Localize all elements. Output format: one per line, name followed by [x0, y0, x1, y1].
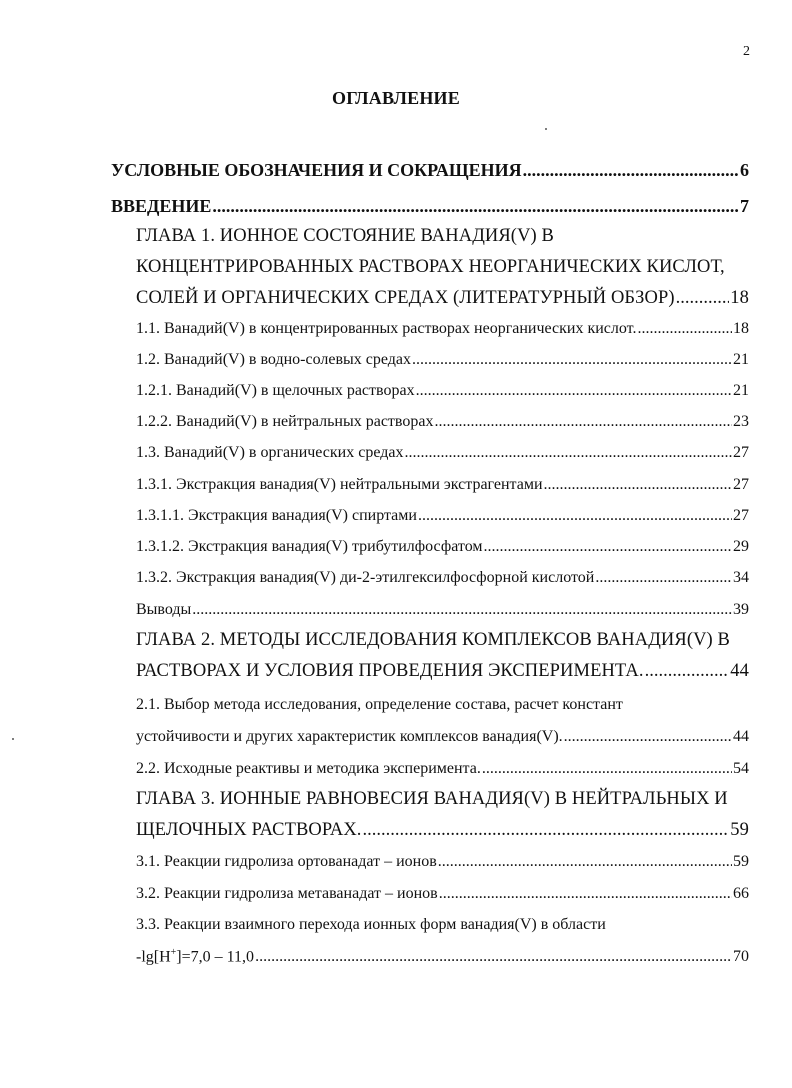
- toc-entry-label: РАСТВОРАХ И УСЛОВИЯ ПРОВЕДЕНИЯ ЭКСПЕРИМЕНТА.: [136, 661, 644, 681]
- toc-entry[interactable]: [136, 507, 749, 525]
- toc-entry-page: 18: [730, 288, 749, 308]
- dot-leader: [439, 885, 732, 903]
- toc-entry-label: 1.1. Ванадий(V) в концентрированных растворах неорганических кислот.: [136, 320, 637, 337]
- dot-leader: [564, 728, 732, 746]
- toc-entry-label: ВВЕДЕНИЕ: [111, 196, 212, 216]
- dot-leader: [645, 661, 730, 682]
- toc-entry-label: 1.2. Ванадий(V) в водно-солевых средах: [136, 351, 411, 368]
- toc-entry-label: 1.3.1.1. Экстракция ванадия(V) спиртами: [136, 507, 417, 524]
- toc-entry-label: 1.2.1. Ванадий(V) в щелочных растворах: [136, 382, 415, 399]
- dot-leader: [416, 382, 732, 400]
- dot-leader: [482, 760, 732, 778]
- toc-entry-page: 21: [733, 351, 749, 368]
- toc-entry-label: 1.3.2. Экстракция ванадия(V) ди-2-этилгексилфосфорной кислотой: [136, 569, 595, 586]
- toc-entry[interactable]: [111, 160, 749, 181]
- toc-entry[interactable]: [136, 320, 749, 338]
- toc-entry[interactable]: [136, 947, 749, 966]
- toc-entry-page: 66: [733, 885, 749, 902]
- toc-title: ОГЛАВЛЕНИЕ: [332, 88, 460, 108]
- toc-entry[interactable]: [136, 476, 749, 494]
- toc-entry-page: 6: [740, 160, 749, 180]
- toc-entry-line: 3.3. Реакции взаимного перехода ионных форм ванадия(V) в области: [136, 916, 606, 933]
- toc-entry-page: 27: [733, 444, 749, 461]
- toc-entry-page: 44: [730, 661, 749, 681]
- toc-entry[interactable]: [136, 760, 749, 778]
- toc-entry-label: Выводы: [136, 601, 192, 618]
- formula-text: -lg[H: [136, 948, 171, 966]
- dot-leader: [434, 413, 732, 431]
- toc-entry[interactable]: [136, 885, 749, 903]
- toc-entry-label: УСЛОВНЫЕ ОБОЗНАЧЕНИЯ И СОКРАЩЕНИЯ: [111, 160, 522, 180]
- toc-entry-label: 1.3.1. Экстракция ванадия(V) нейтральными экстрагентами: [136, 476, 543, 493]
- dot-leader: [438, 853, 732, 871]
- toc-entry-label: [136, 947, 254, 966]
- dot-leader: [418, 507, 732, 525]
- formula-text: ]=7,0 – 11,0: [176, 948, 255, 966]
- dot-leader: [212, 196, 739, 217]
- toc-entry[interactable]: [136, 820, 749, 841]
- toc-entry-page: 7: [740, 196, 749, 216]
- toc-entry-page: 21: [733, 382, 749, 399]
- dot-leader: [523, 160, 739, 181]
- toc-entry-label: устойчивости и других характеристик комплексов ванадия(V).: [136, 728, 563, 745]
- toc-entry-page: 59: [733, 853, 749, 870]
- toc-chapter-line: ГЛАВА 3. ИОННЫЕ РАВНОВЕСИЯ ВАНАДИЯ(V) В НЕЙТРАЛЬНЫХ И: [136, 789, 728, 809]
- toc-entry[interactable]: [136, 413, 749, 431]
- dot-leader: [404, 444, 732, 462]
- toc-entry-label: 3.1. Реакции гидролиза ортованадат – ионов: [136, 853, 437, 870]
- toc-entry[interactable]: [111, 196, 749, 217]
- dot-leader: [192, 601, 732, 619]
- toc-entry[interactable]: [136, 853, 749, 871]
- toc-entry-label: 3.2. Реакции гидролиза метаванадат – ионов: [136, 885, 438, 902]
- toc-entry-page: 54: [733, 760, 749, 777]
- dot-leader: [484, 538, 732, 556]
- toc-entry-label: 1.3.1.2. Экстракция ванадия(V) трибутилфосфатом: [136, 538, 483, 555]
- toc-entry[interactable]: [136, 382, 749, 400]
- toc-entry-label: 2.2. Исходные реактивы и методика эксперимента.: [136, 760, 481, 777]
- toc-chapter-line: ГЛАВА 1. ИОННОЕ СОСТОЯНИЕ ВАНАДИЯ(V) В: [136, 226, 554, 246]
- toc-entry[interactable]: [136, 288, 749, 309]
- toc-entry-label: 1.3. Ванадий(V) в органических средах: [136, 444, 404, 461]
- toc-entry-label: СОЛЕЙ И ОРГАНИЧЕСКИХ СРЕДАХ (ЛИТЕРАТУРНЫЙ ОБЗОР): [136, 288, 675, 308]
- toc-entry[interactable]: [136, 538, 749, 556]
- toc-entry-label: ЩЕЛОЧНЫХ РАСТВОРАХ.: [136, 820, 362, 840]
- dot-leader: [595, 569, 732, 587]
- dot-leader: [637, 320, 732, 338]
- dot-leader: [676, 288, 730, 309]
- toc-entry-page: 29: [733, 538, 749, 555]
- toc-entry-page: 39: [733, 601, 749, 618]
- toc-chapter-line: ГЛАВА 2. МЕТОДЫ ИССЛЕДОВАНИЯ КОМПЛЕКСОВ ВАНАДИЯ(V) В: [136, 630, 730, 650]
- toc-entry[interactable]: [136, 351, 749, 369]
- dot-leader: [363, 820, 730, 841]
- toc-entry-page: 44: [733, 728, 749, 745]
- dot-leader: [544, 476, 732, 494]
- toc-entry[interactable]: [136, 601, 749, 619]
- toc-chapter-line: КОНЦЕНТРИРОВАННЫХ РАСТВОРАХ НЕОРГАНИЧЕСКИХ КИСЛОТ,: [136, 257, 725, 277]
- toc-entry-page: 23: [733, 413, 749, 430]
- toc-entry-page: 18: [733, 320, 749, 337]
- toc-entry-page: 59: [730, 820, 749, 840]
- toc-entry[interactable]: [136, 728, 749, 746]
- toc-entry-page: 70: [733, 948, 749, 966]
- toc-entry-page: 27: [733, 476, 749, 493]
- page-number: 2: [743, 44, 750, 59]
- toc-entry[interactable]: [136, 444, 749, 462]
- toc-entry-label: 1.2.2. Ванадий(V) в нейтральных растворах: [136, 413, 434, 430]
- toc-entry-line: 2.1. Выбор метода исследования, определение состава, расчет констант: [136, 696, 623, 713]
- toc-entry-page: 27: [733, 507, 749, 524]
- toc-entry[interactable]: [136, 569, 749, 587]
- dot-leader: [412, 351, 732, 369]
- toc-entry[interactable]: [136, 661, 749, 682]
- dot-leader: [255, 948, 732, 966]
- toc-entry-page: 34: [733, 569, 749, 586]
- superscript: +: [170, 947, 177, 958]
